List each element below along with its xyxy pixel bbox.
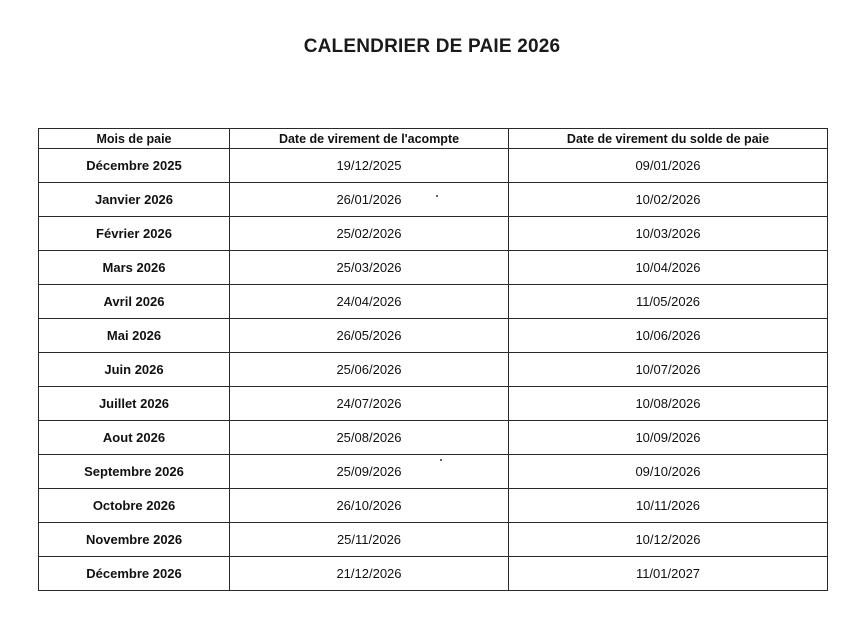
month-cell: Novembre 2026	[39, 523, 230, 557]
solde-date-cell: 10/03/2026	[509, 217, 828, 251]
month-cell: Juin 2026	[39, 353, 230, 387]
scan-speck	[436, 195, 438, 197]
solde-date-cell: 10/02/2026	[509, 183, 828, 217]
acompte-date-cell: 26/10/2026	[230, 489, 509, 523]
table-row	[39, 421, 828, 455]
table-row	[39, 489, 828, 523]
month-cell: Septembre 2026	[39, 455, 230, 489]
acompte-date-cell: 25/06/2026	[230, 353, 509, 387]
acompte-date-cell: 26/01/2026	[230, 183, 509, 217]
table-row	[39, 353, 828, 387]
solde-date-cell: 11/05/2026	[509, 285, 828, 319]
acompte-date-cell: 24/04/2026	[230, 285, 509, 319]
acompte-date-cell: 19/12/2025	[230, 149, 509, 183]
month-cell: Mars 2026	[39, 251, 230, 285]
header-month: Mois de paie	[39, 129, 230, 149]
solde-date-cell: 11/01/2027	[509, 557, 828, 591]
solde-date-cell: 09/01/2026	[509, 149, 828, 183]
acompte-date-cell: 21/12/2026	[230, 557, 509, 591]
acompte-date-cell: 25/08/2026	[230, 421, 509, 455]
table-row	[39, 455, 828, 489]
table-row	[39, 149, 828, 183]
month-cell: Mai 2026	[39, 319, 230, 353]
acompte-date-cell: 24/07/2026	[230, 387, 509, 421]
solde-date-cell: 10/11/2026	[509, 489, 828, 523]
month-cell: Aout 2026	[39, 421, 230, 455]
acompte-date-cell: 25/03/2026	[230, 251, 509, 285]
header-acompte: Date de virement de l'acompte	[230, 129, 509, 149]
solde-date-cell: 10/06/2026	[509, 319, 828, 353]
table-row	[39, 285, 828, 319]
header-solde: Date de virement du solde de paie	[509, 129, 828, 149]
header-row	[39, 129, 828, 149]
month-cell: Décembre 2026	[39, 557, 230, 591]
table-row	[39, 251, 828, 285]
acompte-date-cell: 25/11/2026	[230, 523, 509, 557]
acompte-date-cell: 25/09/2026	[230, 455, 509, 489]
solde-date-cell: 10/04/2026	[509, 251, 828, 285]
acompte-date-cell: 25/02/2026	[230, 217, 509, 251]
solde-date-cell: 10/12/2026	[509, 523, 828, 557]
acompte-date-cell: 26/05/2026	[230, 319, 509, 353]
solde-date-cell: 10/07/2026	[509, 353, 828, 387]
month-cell: Octobre 2026	[39, 489, 230, 523]
solde-date-cell: 09/10/2026	[509, 455, 828, 489]
month-cell: Janvier 2026	[39, 183, 230, 217]
month-cell: Février 2026	[39, 217, 230, 251]
solde-date-cell: 10/08/2026	[509, 387, 828, 421]
month-cell: Juillet 2026	[39, 387, 230, 421]
table-row	[39, 557, 828, 591]
table-row	[39, 217, 828, 251]
solde-date-cell: 10/09/2026	[509, 421, 828, 455]
table-row	[39, 387, 828, 421]
pay-calendar-table	[38, 128, 828, 591]
page-title: CALENDRIER DE PAIE 2026	[303, 36, 561, 57]
scan-speck	[440, 459, 442, 461]
table-row	[39, 523, 828, 557]
table-row	[39, 183, 828, 217]
month-cell: Décembre 2025	[39, 149, 230, 183]
month-cell: Avril 2026	[39, 285, 230, 319]
table-row	[39, 319, 828, 353]
